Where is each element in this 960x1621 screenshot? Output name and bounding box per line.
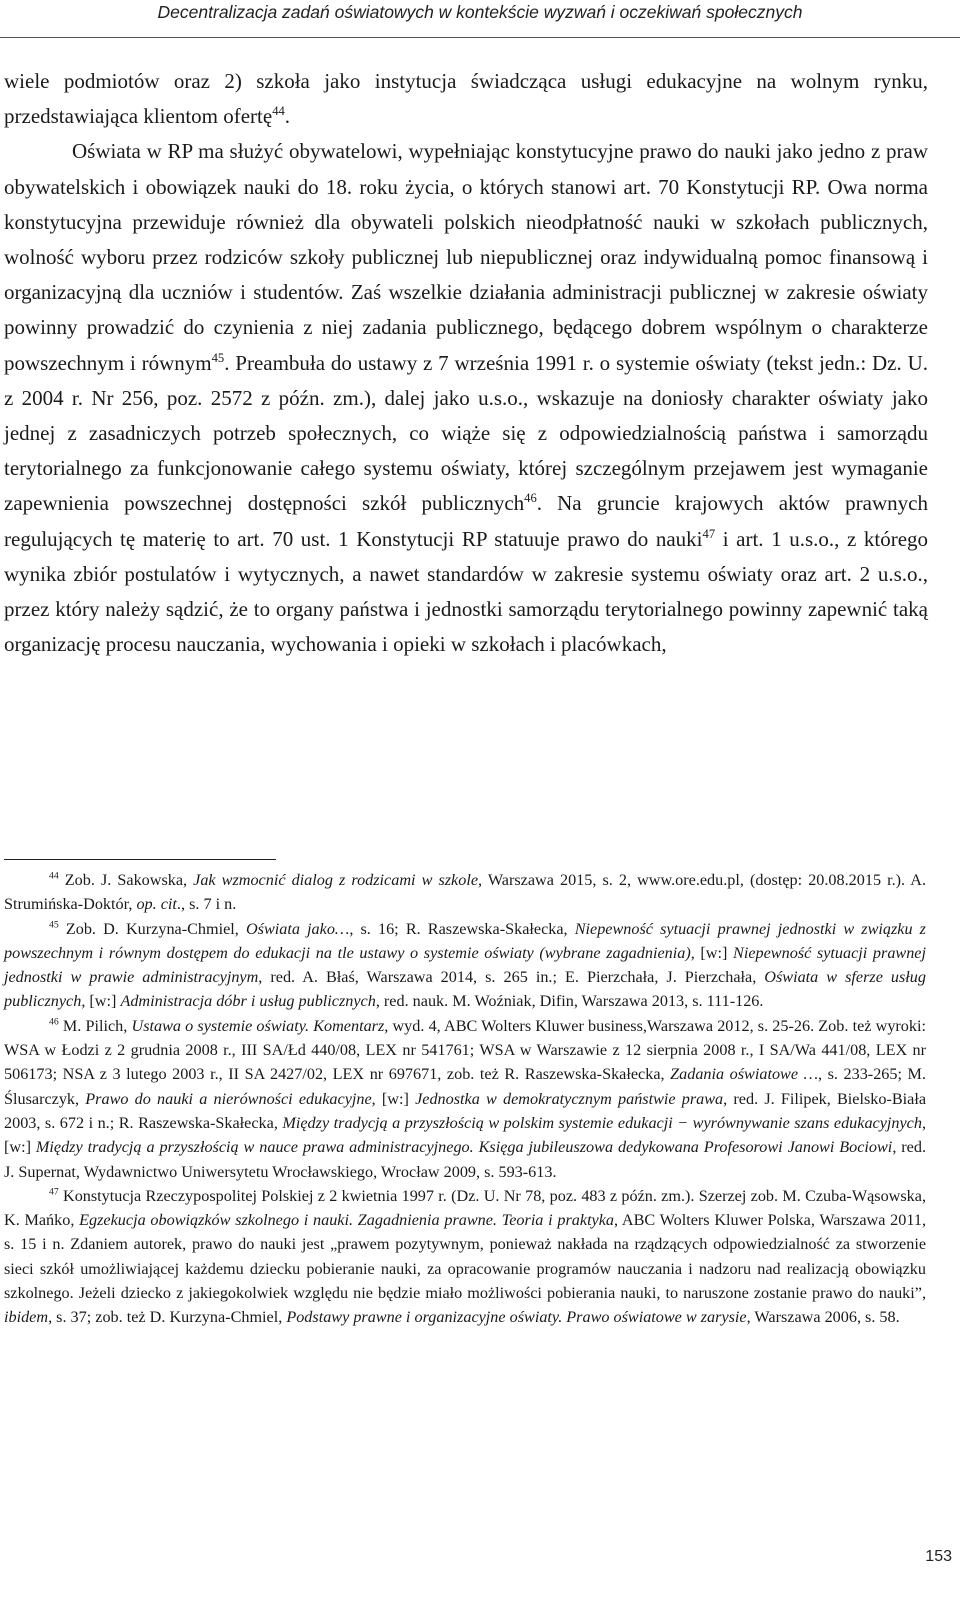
text-run: Konstytucja Rzeczypospolitej Polskiej z 2 kwietnia 1997 r. (Dz. U. Nr 78, poz. 483 z późn. zm.). Szerzej zob. M. Czuba-Wąsowska, K. Mańko,	[4, 1186, 926, 1230]
italic-title: op. cit	[136, 895, 177, 914]
text-run: [w:]	[694, 943, 734, 962]
text-run: Oświata w RP ma służyć obywatelowi, wypełniając konstytucyjne prawo do nauki jako jedno z praw obywatelskich i obowiązek nauki do 18. roku życia, o których stanowi art. 70 Konstytucji RP. Owa norma konstytucyjna przewiduje również dla obywateli polskich nieodpłatność nauki w szkołach publicznych, wolność wyboru przez rodziców szkoły publicznej lub niepublicznej oraz indywidualną pomoc finansową i organizacyjną dla uczniów i studentów. Zaś wszelkie działania administracji publicznej w zakresie oświaty powinny prowadzić do czynienia z niej zadania publicznego, będącego dobrem wspólnym o charakterze powszechnym i równym	[4, 139, 928, 375]
text-run: Zob. D. Kurzyna-Chmiel,	[58, 919, 246, 938]
text-run: wiele podmiotów oraz 2) szkoła jako instytucja świadcząca usługi edukacyjne na wolnym rynku, przedstawiająca klientom ofertę	[4, 69, 928, 129]
text-run: , Warszawa 2006, s. 58.	[746, 1308, 900, 1327]
footnote-ref-46[interactable]: 46	[524, 491, 537, 506]
main-text	[4, 64, 928, 662]
paragraph-continuation	[4, 64, 928, 134]
running-header: Decentralizacja zadań oświatowych w kontekście wyzwań i oczekiwań społecznych	[157, 2, 803, 22]
italic-title: Ustawa o systemie oświaty. Komentarz	[131, 1016, 385, 1035]
footnotes	[4, 868, 926, 1330]
footnote-separator	[4, 859, 276, 860]
italic-title: Egzekucja obowiązków szkolnego i nauki. Zagadnienia prawne. Teoria i praktyka	[79, 1211, 615, 1230]
italic-title: Podstawy prawne i organizacyjne oświaty. Prawo oświatowe w zarysie	[286, 1308, 747, 1327]
text-run: , [w:]	[4, 1113, 927, 1157]
text-run: . Preambuła do ustawy z 7 września 1991 r. o systemie oświaty (tekst jedn.: Dz. U. z 2004 r. Nr 256, poz. 2572 z późn. zm.), dalej jako u.s.o., wskazuje na doniosły charakter oświaty jako jednej z zasadniczych potrzeb społecznych, co wiąże się z odpowiedzialnością państwa i samorządu terytorialnego za funkcjonowanie całego systemu oświaty, której szczególnym przejawem jest wymaganie zapewnienia powszechnej dostępności szkół publicznych	[4, 350, 928, 516]
text-run: , wyd. 4, ABC Wolters Kluwer business,Warszawa 2012, s. 25-26. Zob. też wyroki: WSA w Łodzi z 2 grudnia 2008 r., III SA/Łd 440/08, LEX nr 541761; WSA w Warszawie z 12 sierpnia 2008 r., I SA/Wa 441/08, LEX nr 506173; NSA z 3 lutego 2003 r., II SA 2427/02, LEX nr 697671, zob. też R. Raszewska-Skałecka,	[4, 1016, 926, 1084]
text-run: , s. 37; zob. też D. Kurzyna-Chmiel,	[48, 1308, 287, 1327]
text-run: , s. 233-265; M. Ślusarczyk,	[4, 1065, 926, 1108]
text-run: M. Pilich,	[58, 1016, 132, 1035]
text-run: , [w:]	[81, 992, 121, 1011]
italic-title: Oświata jako…	[245, 919, 350, 938]
header-rule	[0, 37, 960, 38]
footnote-47	[4, 1184, 926, 1330]
italic-title: Niepewność sytuacji prawnej jednostki w prawie administracyjnym	[4, 943, 926, 987]
text-run: ., s. 7 i n.	[176, 895, 237, 914]
italic-title: Zadania oświatowe …	[670, 1065, 818, 1084]
text-run: . Na gruncie krajowych aktów prawnych regulujących tę materię to art. 70 ust. 1 Konstytucji RP statuuje prawo do nauki	[4, 491, 928, 551]
text-run: , red. nauk. M. Woźniak, Difin, Warszawa 2013, s. 111-126.	[375, 992, 764, 1011]
footnote-45	[4, 917, 926, 1014]
footnote-number: 46	[49, 1016, 59, 1028]
footnote-ref-44[interactable]: 44	[272, 104, 285, 119]
text-run: Zob. J. Sakowska,	[58, 871, 194, 889]
footnote-number: 47	[49, 1186, 59, 1198]
footnote-44	[4, 868, 926, 917]
text-run: , red. A. Błaś, Warszawa 2014, s. 265 in.; E. Pierzchała, J. Pierzchała,	[258, 968, 765, 987]
italic-title: Jak wzmocnić dialog z rodzicami w szkole	[193, 871, 478, 889]
italic-title: Prawo do nauki a nierówności edukacyjne	[85, 1089, 372, 1108]
text-run: , [w:]	[371, 1089, 416, 1108]
paragraph	[4, 134, 928, 662]
text-run: , red. J. Supernat, Wydawnictwo Uniwersytetu Wrocławskiego, Wrocław 2009, s. 593-613.	[4, 1138, 927, 1181]
text-run: , red. J. Filipek, Bielsko-Biała 2003, s. 672 i n.; R. Raszewska-Skałecka,	[4, 1089, 927, 1132]
italic-title: Jednostka w demokratycznym państwie prawa	[415, 1089, 724, 1108]
footnote-ref-47[interactable]: 47	[702, 526, 716, 541]
text-run: .	[284, 104, 291, 129]
italic-title: Niepewność sytuacji prawnej jednostki w związku z powszechnym i równym dostępem do edukacji na tle ustawy o systemie oświaty (wybrane zagadnienia),	[4, 919, 926, 962]
text-run: i art. 1 u.s.o., z którego wynika zbiór postulatów i wytycznych, a nawet standardów w zakresie systemu oświaty oraz art. 2 u.s.o., przez który należy sądzić, że to organy państwa i jednostki samorządu terytorialnego powinny zapewnić taką organizację procesu nauczania, wychowania i opieki w szkołach i placówkach,	[4, 526, 929, 657]
italic-title: ibidem	[4, 1308, 49, 1327]
italic-title: Administracja dóbr i usług publicznych	[120, 992, 376, 1011]
page-number: 153	[925, 1548, 952, 1565]
footnote-ref-45[interactable]: 45	[211, 350, 225, 365]
italic-title: Oświata w sferze usług publicznych	[4, 968, 926, 1011]
text-run: , s. 16; R. Raszewska-Skałecka,	[349, 919, 575, 938]
footnote-46	[4, 1014, 926, 1184]
footnote-number: 44	[49, 870, 59, 882]
text-run: , ABC Wolters Kluwer Polska, Warszawa 2011, s. 15 i n. Zdaniem autorek, prawo do nauki jest „prawem pozytywnym, ponieważ nakłada na rządzących odpowiedzialność za stworzenie sieci szkół umożliwiającej każdemu dziecku pobieranie nauki, za opracowanie programów nauczania i nadzoru nad realizacją obowiązku szkolnego. Jeżeli dziecko z jakiegokolwiek względu nie będzie miało możliwości pobierania nauki, to naruszone zostanie prawo do nauki”,	[4, 1211, 926, 1303]
italic-title: Między tradycją a przyszłością w nauce prawa administracyjnego. Księga jubileuszowa dedykowana Profesorowi Janowi Bociowi	[35, 1138, 893, 1157]
footnote-number: 45	[49, 919, 59, 931]
text-run: , Warszawa 2015, s. 2, www.ore.edu.pl, (dostęp: 20.08.2015 r.). A. Strumińska-Doktór,	[4, 871, 926, 914]
italic-title: Między tradycją a przyszłością w polskim systemie edukacji − wyrównywanie szans edukacyjnych	[282, 1113, 922, 1132]
